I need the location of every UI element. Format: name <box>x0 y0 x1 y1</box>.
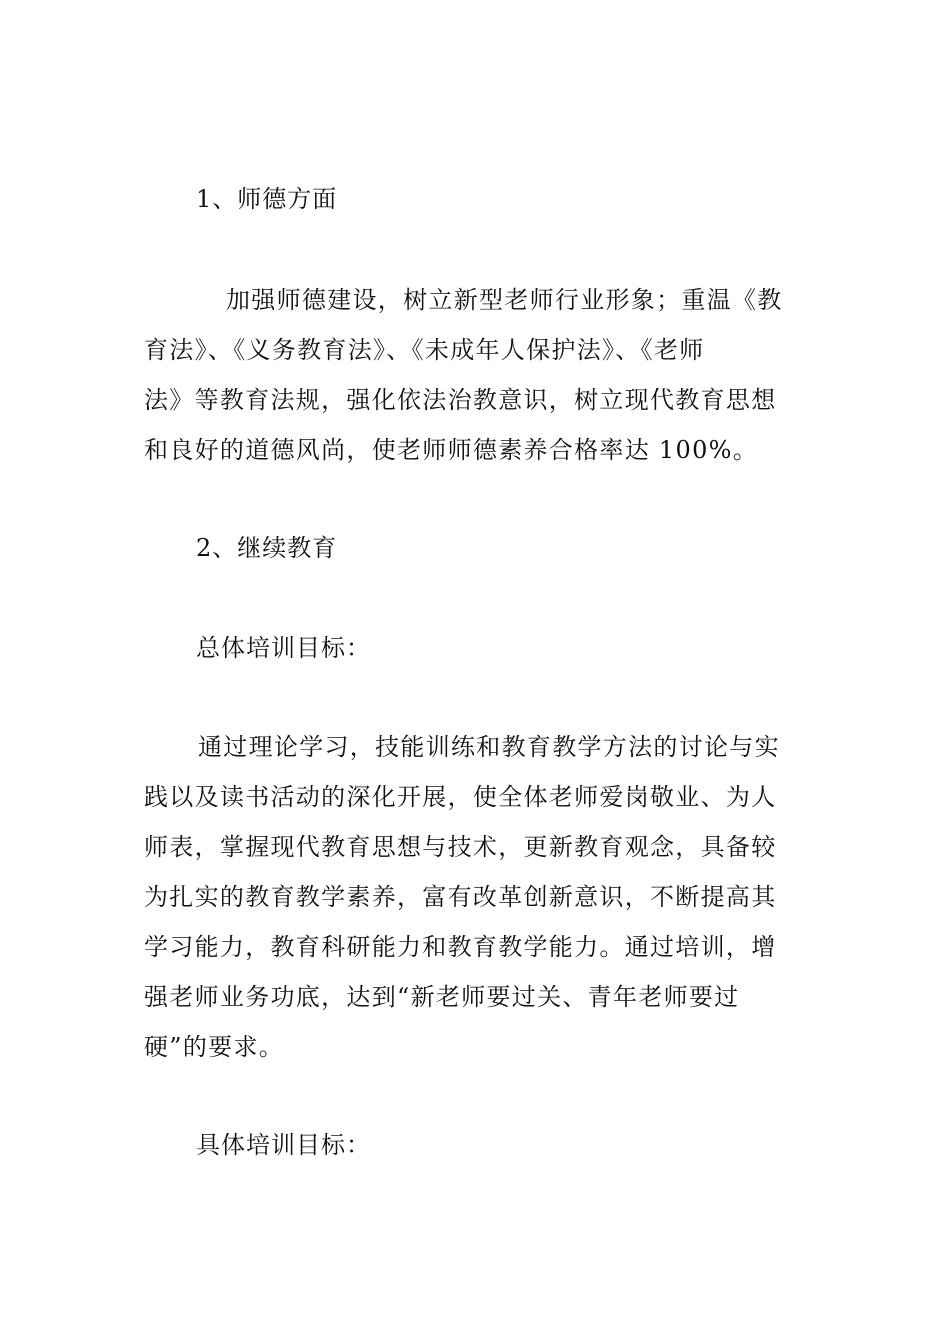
ethics-paragraph <box>144 275 808 475</box>
section-heading-ethics: 1、师德方面 <box>196 185 338 213</box>
paragraph-line: 践以及读书活动的深化开展，使全体老师爱岗敬业、为人 <box>144 783 777 811</box>
overall-goal-heading: 总体培训目标： <box>196 634 371 662</box>
overall-goal-paragraph <box>144 722 808 1072</box>
paragraph-line: 加强师德建设，树立新型老师行业形象；重温《教 <box>226 286 783 314</box>
section-heading-continuing-education: 2、继续教育 <box>196 534 338 562</box>
paragraph-line: 育法》、《义务教育法》、《未成年人保护法》、《老师 <box>144 336 705 364</box>
paragraph-line: 学习能力，教育科研能力和教育教学能力。通过培训，增 <box>144 933 777 961</box>
paragraph-line: 师表，掌握现代教育思想与技术，更新教育观念，具备较 <box>144 833 777 861</box>
paragraph-line: 硬”的要求。 <box>144 1033 285 1061</box>
paragraph-line: 和良好的道德风尚，使老师师德素养合格率达 100%。 <box>144 436 759 464</box>
paragraph-line: 强老师业务功底，达到“新老师要过关、青年老师要过 <box>144 983 740 1011</box>
paragraph-line: 为扎实的教育教学素养，富有改革创新意识，不断提高其 <box>144 883 777 911</box>
specific-goal-heading: 具体培训目标： <box>196 1131 371 1159</box>
paragraph-line: 法》等教育法规，强化依法治教意识，树立现代教育思想 <box>144 386 777 414</box>
paragraph-line: 通过理论学习，技能训练和教育教学方法的讨论与实 <box>198 733 780 761</box>
